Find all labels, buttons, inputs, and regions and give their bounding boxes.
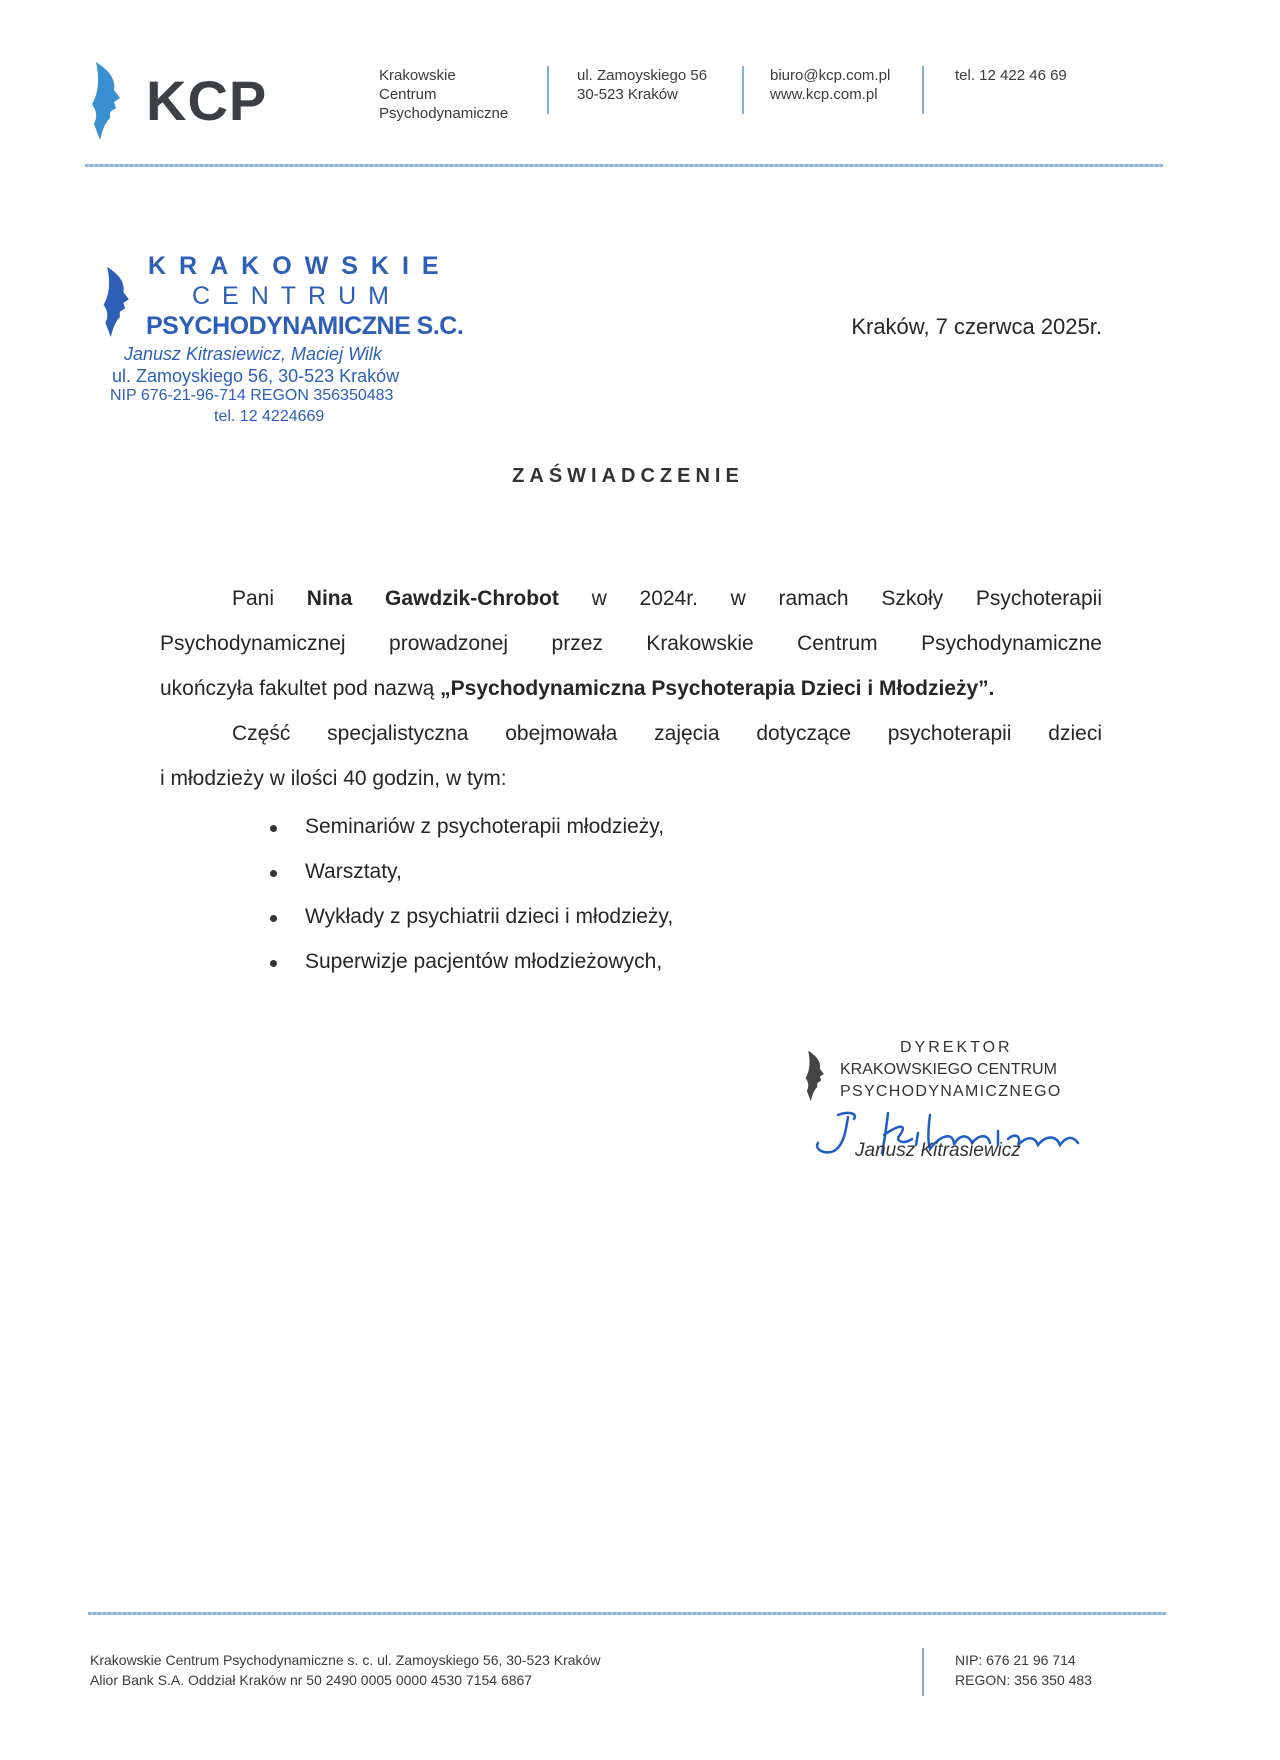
- header-org-name: [379, 66, 508, 123]
- paragraph1-line3: [160, 666, 1102, 711]
- paragraph1-line1: [160, 576, 1102, 621]
- document-title: ZAŚWIADCZENIE: [512, 465, 744, 487]
- document-date: Kraków, 7 czerwca 2025r.: [851, 314, 1102, 339]
- header-divider: [922, 66, 924, 114]
- org-name-line: Psychodynamiczne: [379, 105, 509, 122]
- stamp-line1: KRAKOWSKIE: [148, 252, 452, 280]
- list-item-text: Warsztaty,: [305, 860, 402, 883]
- stamp-line3: PSYCHODYNAMICZNE S.C.: [146, 312, 464, 340]
- recipient-name: Nina Gawdzik-Chrobot: [306, 587, 559, 610]
- header-rule: [85, 164, 1163, 167]
- org-name-line: Centrum: [379, 86, 437, 103]
- stamp-head-icon: [100, 262, 136, 342]
- website-text: www.kcp.com.pl: [770, 86, 878, 103]
- header-divider: [547, 66, 549, 114]
- paragraph2-line2: i młodzieży w ilości 40 godzin, w tym:: [160, 767, 507, 790]
- text: ukończyła fakultet pod nazwą: [160, 677, 441, 700]
- signer-org-line2: PSYCHODYNAMICZNEGO: [840, 1083, 1062, 1100]
- text: w 2024r. w ramach Szkoły Psychoterapii: [558, 587, 1102, 610]
- bullet-icon: [270, 960, 277, 967]
- bullet-icon: [270, 825, 277, 832]
- list-item-text: Wykłady z psychiatrii dzieci i młodzieży,: [305, 905, 674, 928]
- salutation: Pani: [232, 587, 307, 610]
- kcp-logo: [88, 60, 278, 142]
- header-contact: [770, 66, 890, 104]
- stamp-address: ul. Zamoyskiego 56, 30-523 Kraków: [112, 366, 400, 386]
- address-line: ul. Zamoyskiego 56: [577, 67, 708, 84]
- footer-company: [90, 1650, 600, 1690]
- footer-rule: [88, 1612, 1166, 1615]
- head-profile-icon: [88, 60, 128, 142]
- list-item-text: Seminariów z psychoterapii młodzieży,: [305, 815, 665, 838]
- header-address: [577, 66, 707, 104]
- org-name-line: Krakowskie: [379, 67, 456, 84]
- stamp-ids: NIP 676-21-96-714 REGON 356350483: [110, 387, 394, 404]
- paragraph1-line2: Psychodynamicznej prowadzonej przez Krakowskie Centrum Psychodynamiczne: [160, 632, 1102, 655]
- stamp-line2: CENTRUM: [192, 282, 401, 310]
- faculty-name: „Psychodynamiczna Psychoterapia Dzieci i Młodzieży”.: [440, 677, 995, 700]
- signer-role: DYREKTOR: [900, 1039, 1013, 1056]
- email-text: biuro@kcp.com.pl: [770, 67, 891, 84]
- stamp-owners: Janusz Kitrasiewicz, Maciej Wilk: [124, 344, 382, 364]
- logo-text: KCP: [146, 69, 268, 132]
- list-item-text: Superwizje pacjentów młodzieżowych,: [305, 950, 663, 973]
- address-line: 30-523 Kraków: [577, 86, 678, 103]
- footer-bank: Alior Bank S.A. Oddział Kraków nr 50 2490 0005 0000 4530 7154 6867: [90, 1672, 533, 1688]
- bullet-icon: [270, 915, 277, 922]
- signer-org-line1: KRAKOWSKIEGO CENTRUM: [840, 1061, 1057, 1078]
- header-phone: tel. 12 422 46 69: [955, 67, 1067, 84]
- stamp-phone: tel. 12 4224669: [214, 408, 325, 425]
- signer-name: Janusz Kitrasiewicz: [855, 1140, 1021, 1161]
- footer-address: Krakowskie Centrum Psychodynamiczne s. c. ul. Zamoyskiego 56, 30-523 Kraków: [90, 1652, 601, 1668]
- footer-ids: [955, 1650, 1092, 1690]
- header-divider: [742, 66, 744, 114]
- signature-stamp: [800, 1035, 1100, 1170]
- footer-nip: NIP: 676 21 96 714: [955, 1652, 1076, 1668]
- bullet-icon: [270, 870, 277, 877]
- paragraph2-line1: Część specjalistyczna obejmowała zajęcia dotyczące psychoterapii dzieci: [232, 722, 1102, 745]
- stamp-head-icon: [803, 1041, 829, 1111]
- footer-regon: REGON: 356 350 483: [955, 1672, 1092, 1688]
- footer-divider: [922, 1648, 924, 1696]
- company-stamp: [100, 252, 480, 432]
